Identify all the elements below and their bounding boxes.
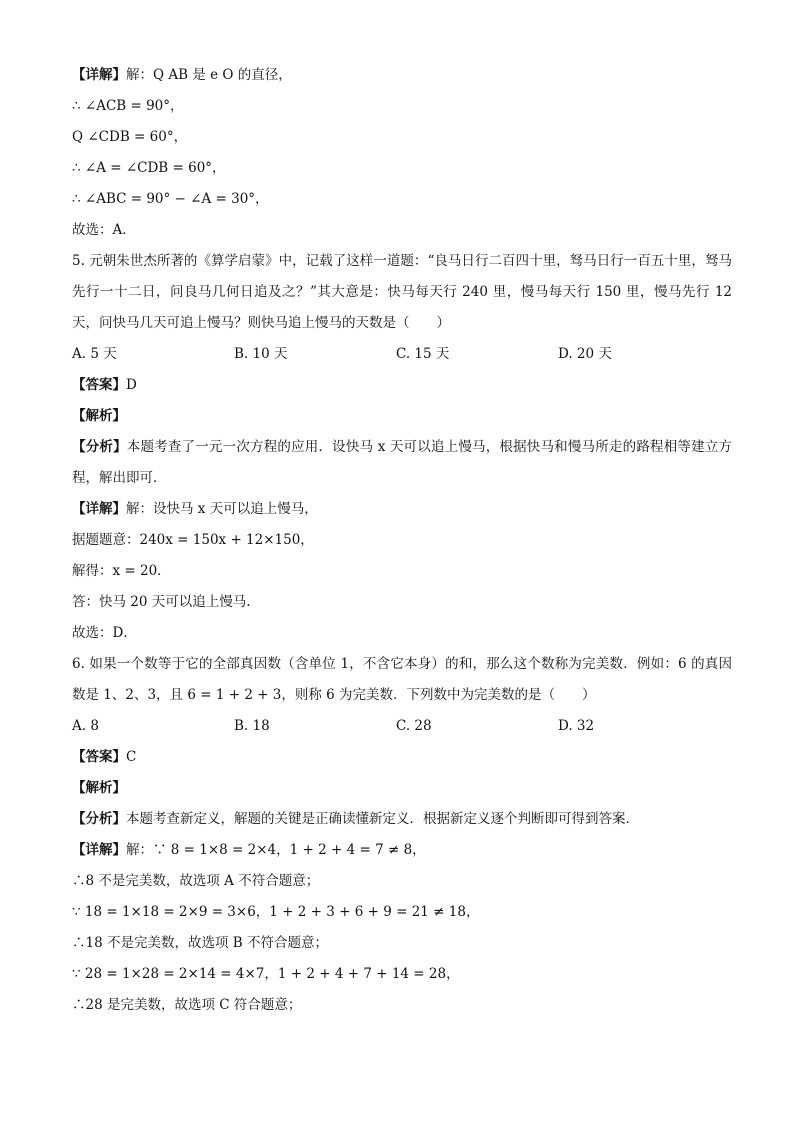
detail-text: 解得：x = 20． (72, 563, 171, 579)
detail-tag: 【详解】 (72, 501, 126, 517)
detail-text: 解：设快马 x 天可以追上慢马， (126, 501, 318, 517)
answer-value: D (126, 377, 137, 393)
solution-line (72, 91, 732, 122)
option-b: B. 18 (234, 718, 270, 734)
question-stem: 5. 元朝朱世杰所著的《算学启蒙》中，记载了这样一道题：“良马日行二百四十里，驽马日行一百五十里，驽马先行一十二日，问良马几何日追及之？”其大意是：快马每天行 240 里，慢马每天行 150 里，慢马先行 12 天，问快马几天可追上慢马？则快马追上慢马的天数是（ ） (72, 253, 732, 331)
question-stem: 6. 如果一个数等于它的全部真因数（含单位 1，不含它本身）的和，那么这个数称为完美数．例如：6 的真因数是 1、2、3，且 6 = 1 + 2 + 3，则称 6 为完美数．下列数中为完美数的是（ ） (72, 656, 732, 703)
analysis-title-text: 【解析】 (72, 408, 126, 424)
analysis-title-text: 【解析】 (72, 780, 126, 796)
answer-line (72, 742, 732, 773)
detail-text: 解：∵ 8 = 1×8 = 2×4，1 + 2 + 4 = 7 ≠ 8， (126, 842, 426, 858)
detail-text: ∵ 18 = 1×18 = 2×9 = 3×6，1 + 2 + 3 + 6 + 9 = 21 ≠ 18， (72, 904, 480, 920)
analysis-paragraph (72, 432, 732, 494)
option-d: D. 32 (558, 718, 595, 734)
solution-line (72, 184, 732, 215)
solution-line (72, 60, 732, 91)
solution-text: 解：Q AB 是 e O 的直径， (126, 67, 292, 83)
answer-tag: 【答案】 (72, 377, 126, 393)
solution-text: ∴ ∠ACB = 90°， (72, 98, 184, 114)
detail-line (72, 587, 732, 618)
solution-text: ∴ ∠ABC = 90° − ∠A = 30°， (72, 191, 269, 207)
detail-line (72, 959, 732, 990)
solution-text: 故选：A． (72, 222, 136, 238)
detail-line (72, 556, 732, 587)
detail-text: 据题题意：240x = 150x + 12×150， (72, 532, 314, 548)
option-c: C. 15 天 (396, 346, 450, 362)
analysis-paragraph (72, 804, 732, 835)
detail-text: ∵ 28 = 1×28 = 2×14 = 4×7，1 + 2 + 4 + 7 + 14 = 28， (72, 966, 460, 982)
detail-line (72, 928, 732, 959)
option-a: A. 8 (72, 718, 99, 734)
option-d: D. 20 天 (558, 346, 612, 362)
option-a: A. 5 天 (72, 346, 117, 362)
analysis-tag: 【分析】 (72, 439, 127, 455)
detail-text: ∴18 不是完美数，故选项 B 不符合题意； (72, 935, 328, 951)
detail-tag: 【详解】 (72, 67, 126, 83)
option-b: B. 10 天 (234, 346, 288, 362)
detail-line (72, 494, 732, 525)
solution-line (72, 153, 732, 184)
solution-line (72, 215, 732, 246)
solution-text: Q ∠CDB = 60°， (72, 129, 188, 145)
detail-tag: 【详解】 (72, 842, 126, 858)
detail-line (72, 835, 732, 866)
detail-line (72, 525, 732, 556)
detail-text: ∴8 不是完美数，故选项 A 不符合题意； (72, 873, 320, 889)
detail-line (72, 990, 732, 1021)
analysis-text: 本题考查新定义，解题的关键是正确读懂新定义．根据新定义逐个判断即可得到答案． (126, 811, 639, 827)
answer-value: C (126, 749, 137, 765)
detail-line (72, 897, 732, 928)
detail-line (72, 866, 732, 897)
analysis-title (72, 401, 732, 432)
document-page (72, 60, 732, 1021)
detail-text: ∴28 是完美数，故选项 C 符合题意； (72, 997, 302, 1013)
detail-line (72, 618, 732, 649)
question-6 (72, 649, 732, 1021)
solution-line (72, 122, 732, 153)
question-5 (72, 246, 732, 649)
analysis-tag: 【分析】 (72, 811, 126, 827)
question-options (72, 339, 732, 370)
question-options (72, 711, 732, 742)
q4-solution (72, 60, 732, 246)
solution-text: ∴ ∠A = ∠CDB = 60°， (72, 160, 226, 176)
detail-text: 答：快马 20 天可以追上慢马. (72, 594, 251, 610)
answer-tag: 【答案】 (72, 749, 126, 765)
analysis-text: 本题考查了一元一次方程的应用．设快马 x 天可以追上慢马，根据快马和慢马所走的路程相等建立方程，解出即可． (72, 439, 732, 486)
option-c: C. 28 (396, 718, 432, 734)
analysis-title (72, 773, 732, 804)
answer-line (72, 370, 732, 401)
detail-text: 故选：D． (72, 625, 137, 641)
